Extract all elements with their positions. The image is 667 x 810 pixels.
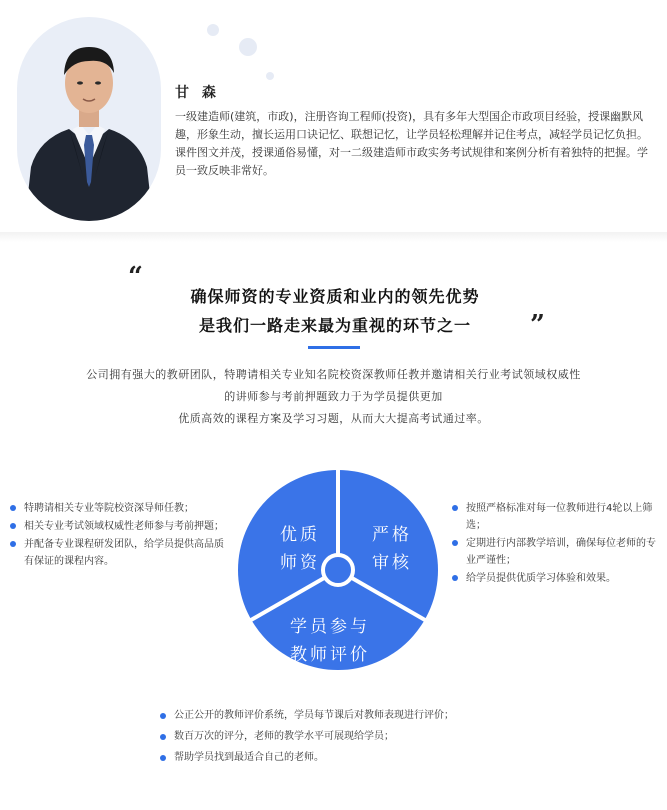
quote-line-1: 确保师资的专业资质和业内的领先优势 <box>190 287 480 306</box>
intro-line-1: 公司拥有强大的教研团队，特聘请相关专业知名院校资深教师任教并邀请相关行业考试领域权威性 <box>86 368 581 381</box>
list-item: 相关专业考试领域权威性老师参与考前押题； <box>10 518 228 535</box>
quote-line-2: 是我们一路走来最为重视的环节之一 <box>198 316 471 335</box>
bullet-dot <box>10 523 16 529</box>
segment-1-line-2: 师资 <box>280 553 320 573</box>
bullet-dot <box>452 540 458 546</box>
diagram-center-ring <box>323 555 353 585</box>
list-item: 公正公开的教师评价系统，学员每节课后对教师表现进行评价； <box>160 706 540 726</box>
teacher-bio: 一级建造师(建筑，市政)，注册咨询工程师(投资)，具有多年大型国企市政项目经验，授课幽默风趣，形象生动，擅长运用口诀记忆、联想记忆，让学员轻松理解并记住考点，减轻学员记忆负担。课件图文并茂，授课通俗易懂，对一二级建造师市政实务考试规律和案例分析有着独特的把握。学员一致反映非常好。 <box>175 110 648 177</box>
segment-3-line-2: 教师评价 <box>290 645 370 665</box>
decor-dot <box>207 24 219 36</box>
teacher-name: 甘 森 <box>175 85 220 101</box>
bullet-dot <box>10 505 16 511</box>
list-item: 特聘请相关专业等院校资深导师任教； <box>10 500 228 517</box>
segment-2-line-1: 严格 <box>372 525 412 545</box>
list-item: 按照严格标准对每一位教师进行4轮以上筛选； <box>452 500 662 534</box>
segment-2-line-2: 审核 <box>372 553 412 573</box>
bottom-bullet-list <box>160 706 540 769</box>
bullet-dot <box>160 734 166 740</box>
list-item: 数百万次的评分，老师的教学水平可展现给学员； <box>160 727 540 747</box>
title-underline <box>308 346 360 349</box>
intro-line-3: 优质高效的课程方案及学习习题，从而大大提高考试通过率。 <box>178 412 489 425</box>
intro-line-2: 的讲师参与考前押题致力于为学员提供更加 <box>224 390 443 403</box>
right-bullet-list <box>452 500 662 588</box>
quote-close-mark: ” <box>530 310 545 340</box>
segment-3-line-1: 学员参与 <box>290 617 370 637</box>
teacher-photo <box>17 17 161 221</box>
decor-dot <box>239 38 257 56</box>
segment-1-line-1: 优质 <box>280 525 320 545</box>
bullet-dot <box>452 575 458 581</box>
three-part-diagram <box>238 470 438 670</box>
bullet-dot <box>160 755 166 761</box>
list-item: 定期进行内部教学培训，确保每位老师的专业严谨性； <box>452 535 662 569</box>
list-item: 给学员提供优质学习体验和效果。 <box>452 570 662 587</box>
bullet-dot <box>10 541 16 547</box>
bullet-dot <box>452 505 458 511</box>
section-divider <box>0 232 667 242</box>
quote-open-mark: “ <box>128 262 143 292</box>
list-item: 并配备专业课程研发团队，给学员提供高品质有保证的课程内容。 <box>10 536 228 570</box>
bullet-dot <box>160 713 166 719</box>
left-bullet-list <box>10 500 228 571</box>
list-item: 帮助学员找到最适合自己的老师。 <box>160 748 540 768</box>
decor-dot <box>266 72 274 80</box>
